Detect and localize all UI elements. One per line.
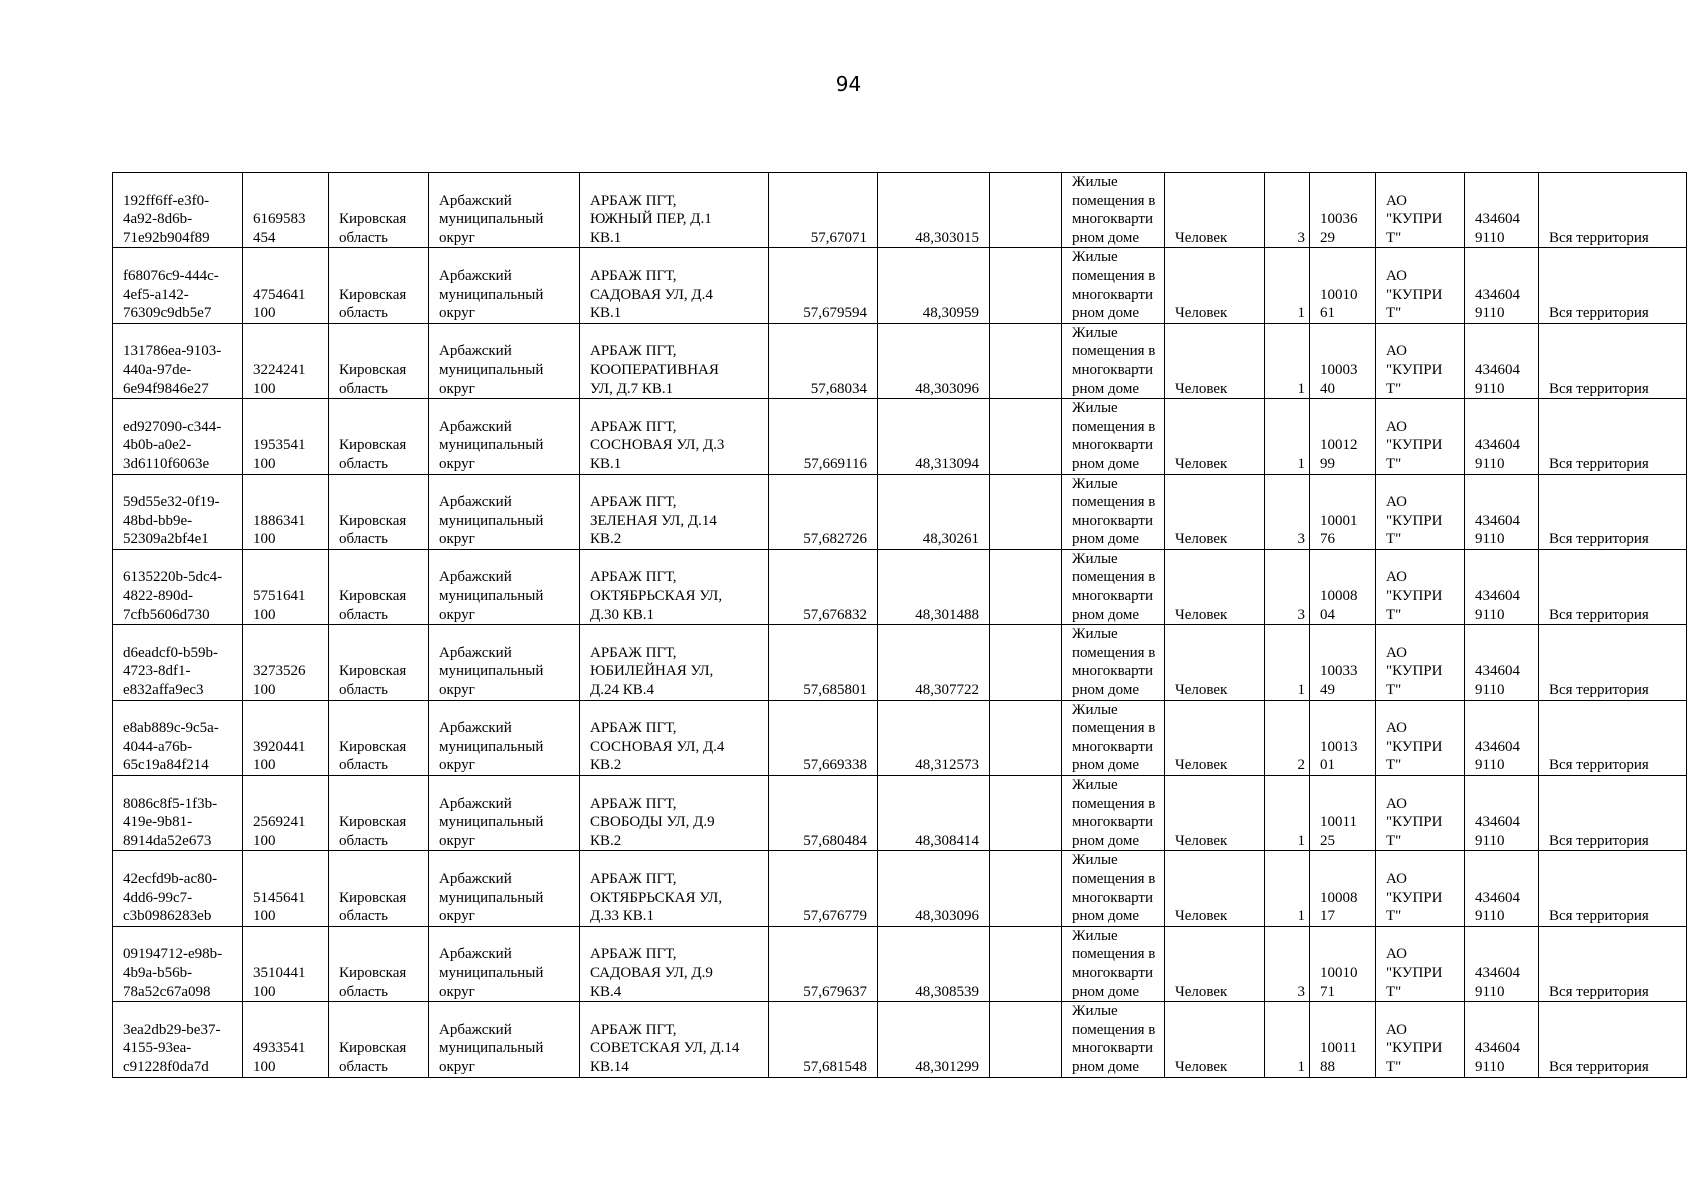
cell-region: Кировская область	[329, 474, 429, 549]
cell-count: 3	[1265, 549, 1310, 624]
cell-inn: 434604 9110	[1465, 474, 1539, 549]
cell-account: 10008 04	[1310, 549, 1376, 624]
cell-unit: Человек	[1165, 474, 1265, 549]
cell-longitude: 48,301299	[878, 1002, 990, 1077]
cell-account: 10008 17	[1310, 851, 1376, 926]
cell-region: Кировская область	[329, 549, 429, 624]
cell-id: d6eadcf0-b59b- 4723-8df1- e832affa9ec3	[113, 625, 243, 700]
cell-unit: Человек	[1165, 173, 1265, 248]
cell-empty	[990, 248, 1062, 323]
cell-organization: АО "КУПРИ Т"	[1376, 625, 1465, 700]
cell-organization: АО "КУПРИ Т"	[1376, 399, 1465, 474]
cell-latitude: 57,682726	[769, 474, 878, 549]
cell-inn: 434604 9110	[1465, 700, 1539, 775]
table-row	[113, 625, 1687, 700]
cell-territory: Вся территория	[1539, 549, 1687, 624]
cell-district: Арбажский муниципальный округ	[429, 926, 580, 1001]
cell-longitude: 48,303015	[878, 173, 990, 248]
cell-latitude: 57,67071	[769, 173, 878, 248]
cell-id: 09194712-e98b- 4b9a-b56b- 78a52c67a098	[113, 926, 243, 1001]
cell-latitude: 57,669116	[769, 399, 878, 474]
cell-organization: АО "КУПРИ Т"	[1376, 173, 1465, 248]
cell-longitude: 48,312573	[878, 700, 990, 775]
table-row	[113, 248, 1687, 323]
cell-code: 3224241 100	[243, 323, 329, 398]
cell-account: 10001 76	[1310, 474, 1376, 549]
cell-account: 10011 88	[1310, 1002, 1376, 1077]
cell-id: ed927090-c344- 4b0b-a0e2- 3d6110f6063e	[113, 399, 243, 474]
cell-empty	[990, 926, 1062, 1001]
cell-longitude: 48,303096	[878, 851, 990, 926]
cell-inn: 434604 9110	[1465, 549, 1539, 624]
cell-id: 42ecfd9b-ac80- 4dd6-99c7- c3b0986283eb	[113, 851, 243, 926]
cell-longitude: 48,308539	[878, 926, 990, 1001]
cell-territory: Вся территория	[1539, 926, 1687, 1001]
cell-region: Кировская область	[329, 851, 429, 926]
cell-account: 10012 99	[1310, 399, 1376, 474]
cell-id: 8086c8f5-1f3b- 419e-9b81- 8914da52e673	[113, 776, 243, 851]
table-row	[113, 700, 1687, 775]
cell-address: АРБАЖ ПГТ, КООПЕРАТИВНАЯ УЛ, Д.7 КВ.1	[580, 323, 769, 398]
cell-premises-type: Жилые помещения в многокварти рном доме	[1062, 399, 1165, 474]
cell-unit: Человек	[1165, 625, 1265, 700]
cell-id: 3ea2db29-be37- 4155-93ea- c91228f0da7d	[113, 1002, 243, 1077]
cell-inn: 434604 9110	[1465, 248, 1539, 323]
cell-address: АРБАЖ ПГТ, САДОВАЯ УЛ, Д.9 КВ.4	[580, 926, 769, 1001]
cell-code: 3273526 100	[243, 625, 329, 700]
cell-territory: Вся территория	[1539, 173, 1687, 248]
table-row	[113, 399, 1687, 474]
cell-premises-type: Жилые помещения в многокварти рном доме	[1062, 323, 1165, 398]
cell-count: 1	[1265, 625, 1310, 700]
cell-address: АРБАЖ ПГТ, ЮБИЛЕЙНАЯ УЛ, Д.24 КВ.4	[580, 625, 769, 700]
cell-code: 3510441 100	[243, 926, 329, 1001]
table-row	[113, 776, 1687, 851]
cell-longitude: 48,313094	[878, 399, 990, 474]
cell-premises-type: Жилые помещения в многокварти рном доме	[1062, 776, 1165, 851]
cell-code: 6169583 454	[243, 173, 329, 248]
table-row	[113, 323, 1687, 398]
cell-premises-type: Жилые помещения в многокварти рном доме	[1062, 173, 1165, 248]
cell-count: 2	[1265, 700, 1310, 775]
cell-latitude: 57,685801	[769, 625, 878, 700]
cell-count: 3	[1265, 173, 1310, 248]
cell-empty	[990, 625, 1062, 700]
cell-inn: 434604 9110	[1465, 173, 1539, 248]
cell-id: 6135220b-5dc4- 4822-890d- 7cfb5606d730	[113, 549, 243, 624]
cell-unit: Человек	[1165, 851, 1265, 926]
cell-inn: 434604 9110	[1465, 399, 1539, 474]
cell-inn: 434604 9110	[1465, 926, 1539, 1001]
cell-premises-type: Жилые помещения в многокварти рном доме	[1062, 926, 1165, 1001]
cell-account: 10010 61	[1310, 248, 1376, 323]
cell-organization: АО "КУПРИ Т"	[1376, 926, 1465, 1001]
cell-region: Кировская область	[329, 1002, 429, 1077]
cell-count: 3	[1265, 926, 1310, 1001]
cell-latitude: 57,679637	[769, 926, 878, 1001]
cell-account: 10036 29	[1310, 173, 1376, 248]
cell-code: 5751641 100	[243, 549, 329, 624]
cell-address: АРБАЖ ПГТ, ОКТЯБРЬСКАЯ УЛ, Д.30 КВ.1	[580, 549, 769, 624]
cell-longitude: 48,303096	[878, 323, 990, 398]
table-row	[113, 851, 1687, 926]
cell-region: Кировская область	[329, 173, 429, 248]
cell-address: АРБАЖ ПГТ, СВОБОДЫ УЛ, Д.9 КВ.2	[580, 776, 769, 851]
cell-address: АРБАЖ ПГТ, САДОВАЯ УЛ, Д.4 КВ.1	[580, 248, 769, 323]
cell-account: 10011 25	[1310, 776, 1376, 851]
cell-district: Арбажский муниципальный округ	[429, 1002, 580, 1077]
cell-account: 10010 71	[1310, 926, 1376, 1001]
cell-id: e8ab889c-9c5a- 4044-a76b- 65c19a84f214	[113, 700, 243, 775]
registry-rows	[113, 173, 1687, 1078]
cell-longitude: 48,30261	[878, 474, 990, 549]
cell-latitude: 57,681548	[769, 1002, 878, 1077]
cell-inn: 434604 9110	[1465, 1002, 1539, 1077]
cell-region: Кировская область	[329, 248, 429, 323]
cell-code: 5145641 100	[243, 851, 329, 926]
cell-unit: Человек	[1165, 549, 1265, 624]
cell-empty	[990, 549, 1062, 624]
cell-empty	[990, 399, 1062, 474]
cell-code: 1886341 100	[243, 474, 329, 549]
cell-region: Кировская область	[329, 625, 429, 700]
cell-empty	[990, 474, 1062, 549]
cell-latitude: 57,679594	[769, 248, 878, 323]
cell-empty	[990, 700, 1062, 775]
cell-region: Кировская область	[329, 926, 429, 1001]
cell-count: 1	[1265, 323, 1310, 398]
cell-premises-type: Жилые помещения в многокварти рном доме	[1062, 248, 1165, 323]
table-row	[113, 926, 1687, 1001]
cell-code: 3920441 100	[243, 700, 329, 775]
cell-count: 3	[1265, 474, 1310, 549]
cell-count: 1	[1265, 248, 1310, 323]
cell-longitude: 48,30959	[878, 248, 990, 323]
cell-address: АРБАЖ ПГТ, СОСНОВАЯ УЛ, Д.3 КВ.1	[580, 399, 769, 474]
cell-organization: АО "КУПРИ Т"	[1376, 851, 1465, 926]
cell-latitude: 57,680484	[769, 776, 878, 851]
cell-district: Арбажский муниципальный округ	[429, 851, 580, 926]
cell-id: 131786ea-9103- 440a-97de- 6e94f9846e27	[113, 323, 243, 398]
cell-region: Кировская область	[329, 700, 429, 775]
cell-latitude: 57,676832	[769, 549, 878, 624]
cell-unit: Человек	[1165, 700, 1265, 775]
registry-table	[112, 172, 1687, 1078]
cell-count: 1	[1265, 1002, 1310, 1077]
cell-territory: Вся территория	[1539, 1002, 1687, 1077]
cell-inn: 434604 9110	[1465, 625, 1539, 700]
cell-premises-type: Жилые помещения в многокварти рном доме	[1062, 625, 1165, 700]
cell-territory: Вся территория	[1539, 399, 1687, 474]
cell-id: f68076c9-444c- 4ef5-a142- 76309c9db5e7	[113, 248, 243, 323]
cell-empty	[990, 776, 1062, 851]
cell-address: АРБАЖ ПГТ, СОВЕТСКАЯ УЛ, Д.14 КВ.14	[580, 1002, 769, 1077]
cell-longitude: 48,301488	[878, 549, 990, 624]
cell-district: Арбажский муниципальный округ	[429, 173, 580, 248]
table-row	[113, 474, 1687, 549]
cell-unit: Человек	[1165, 399, 1265, 474]
page-number: 94	[835, 72, 862, 96]
cell-premises-type: Жилые помещения в многокварти рном доме	[1062, 700, 1165, 775]
cell-organization: АО "КУПРИ Т"	[1376, 776, 1465, 851]
cell-premises-type: Жилые помещения в многокварти рном доме	[1062, 851, 1165, 926]
cell-id: 192ff6ff-e3f0- 4a92-8d6b- 71e92b904f89	[113, 173, 243, 248]
cell-territory: Вся территория	[1539, 625, 1687, 700]
cell-address: АРБАЖ ПГТ, ЗЕЛЕНАЯ УЛ, Д.14 КВ.2	[580, 474, 769, 549]
cell-organization: АО "КУПРИ Т"	[1376, 700, 1465, 775]
cell-latitude: 57,669338	[769, 700, 878, 775]
cell-unit: Человек	[1165, 323, 1265, 398]
cell-code: 1953541 100	[243, 399, 329, 474]
cell-organization: АО "КУПРИ Т"	[1376, 323, 1465, 398]
cell-organization: АО "КУПРИ Т"	[1376, 1002, 1465, 1077]
cell-empty	[990, 173, 1062, 248]
cell-inn: 434604 9110	[1465, 851, 1539, 926]
cell-address: АРБАЖ ПГТ, ЮЖНЫЙ ПЕР, Д.1 КВ.1	[580, 173, 769, 248]
cell-address: АРБАЖ ПГТ, ОКТЯБРЬСКАЯ УЛ, Д.33 КВ.1	[580, 851, 769, 926]
cell-code: 2569241 100	[243, 776, 329, 851]
cell-account: 10013 01	[1310, 700, 1376, 775]
cell-territory: Вся территория	[1539, 776, 1687, 851]
cell-territory: Вся территория	[1539, 248, 1687, 323]
cell-latitude: 57,676779	[769, 851, 878, 926]
cell-region: Кировская область	[329, 323, 429, 398]
cell-region: Кировская область	[329, 399, 429, 474]
cell-address: АРБАЖ ПГТ, СОСНОВАЯ УЛ, Д.4 КВ.2	[580, 700, 769, 775]
cell-territory: Вся территория	[1539, 851, 1687, 926]
table-row	[113, 1002, 1687, 1077]
cell-longitude: 48,308414	[878, 776, 990, 851]
cell-region: Кировская область	[329, 776, 429, 851]
cell-empty	[990, 1002, 1062, 1077]
cell-district: Арбажский муниципальный округ	[429, 248, 580, 323]
cell-account: 10033 49	[1310, 625, 1376, 700]
cell-empty	[990, 851, 1062, 926]
cell-unit: Человек	[1165, 248, 1265, 323]
cell-territory: Вся территория	[1539, 700, 1687, 775]
cell-premises-type: Жилые помещения в многокварти рном доме	[1062, 549, 1165, 624]
table-row	[113, 549, 1687, 624]
cell-district: Арбажский муниципальный округ	[429, 399, 580, 474]
cell-count: 1	[1265, 399, 1310, 474]
cell-district: Арбажский муниципальный округ	[429, 549, 580, 624]
cell-district: Арбажский муниципальный округ	[429, 323, 580, 398]
cell-id: 59d55e32-0f19- 48bd-bb9e- 52309a2bf4e1	[113, 474, 243, 549]
cell-premises-type: Жилые помещения в многокварти рном доме	[1062, 474, 1165, 549]
table-row	[113, 173, 1687, 248]
cell-code: 4754641 100	[243, 248, 329, 323]
cell-organization: АО "КУПРИ Т"	[1376, 549, 1465, 624]
cell-longitude: 48,307722	[878, 625, 990, 700]
cell-inn: 434604 9110	[1465, 323, 1539, 398]
cell-account: 10003 40	[1310, 323, 1376, 398]
cell-district: Арбажский муниципальный округ	[429, 700, 580, 775]
cell-district: Арбажский муниципальный округ	[429, 474, 580, 549]
cell-district: Арбажский муниципальный округ	[429, 625, 580, 700]
cell-latitude: 57,68034	[769, 323, 878, 398]
cell-unit: Человек	[1165, 776, 1265, 851]
cell-district: Арбажский муниципальный округ	[429, 776, 580, 851]
cell-territory: Вся территория	[1539, 474, 1687, 549]
cell-premises-type: Жилые помещения в многокварти рном доме	[1062, 1002, 1165, 1077]
cell-organization: АО "КУПРИ Т"	[1376, 474, 1465, 549]
cell-unit: Человек	[1165, 926, 1265, 1001]
cell-count: 1	[1265, 851, 1310, 926]
cell-empty	[990, 323, 1062, 398]
cell-count: 1	[1265, 776, 1310, 851]
cell-inn: 434604 9110	[1465, 776, 1539, 851]
cell-organization: АО "КУПРИ Т"	[1376, 248, 1465, 323]
cell-territory: Вся территория	[1539, 323, 1687, 398]
cell-code: 4933541 100	[243, 1002, 329, 1077]
cell-unit: Человек	[1165, 1002, 1265, 1077]
